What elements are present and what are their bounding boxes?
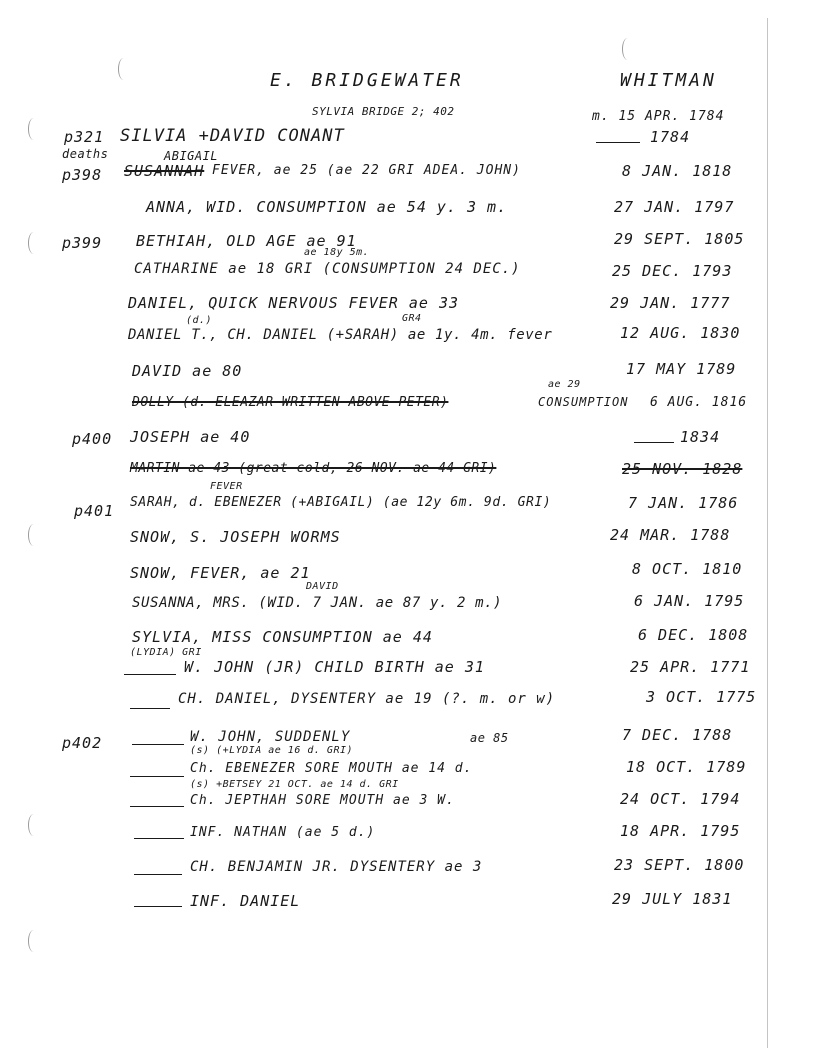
entry-date: 29 SEPT. 1805 bbox=[614, 230, 745, 248]
entry-date: 7 JAN. 1786 bbox=[628, 494, 739, 512]
punch-hole-mark bbox=[28, 524, 39, 546]
entry-text: CONSUMPTION bbox=[538, 395, 629, 409]
dash-line bbox=[134, 838, 184, 839]
entry-date: 1834 bbox=[680, 428, 721, 446]
entry-text: CH. DANIEL, DYSENTERY ae 19 (?. m. or w) bbox=[178, 691, 556, 707]
entry-struck-name: MARTIN ae 43 (great cold, 26 NOV. ae 44 GRI) bbox=[130, 461, 497, 476]
dash-line bbox=[596, 142, 640, 143]
entry-date: 7 DEC. 1788 bbox=[622, 726, 733, 744]
marriage-reference: SYLVIA BRIDGE 2; 402 bbox=[312, 105, 455, 118]
entry-annotation: ae 18y 5m. bbox=[304, 247, 370, 258]
entry-text: ANNA, WID. CONSUMPTION ae 54 y. 3 m. bbox=[146, 198, 508, 216]
entry-annotation: (s) +BETSEY 21 OCT. ae 14 d. GRI bbox=[190, 779, 399, 790]
dash-line bbox=[130, 776, 184, 777]
punch-hole-mark bbox=[28, 232, 39, 254]
entry-text: Ch. JEPTHAH SORE MOUTH ae 3 W. bbox=[190, 793, 455, 808]
entry-annotation: (d.) bbox=[186, 315, 213, 326]
punch-hole-mark bbox=[28, 814, 39, 836]
page-edge-line bbox=[767, 18, 768, 1048]
entry-text: FEVER, ae 25 (ae 22 GRI ADEA. JOHN) bbox=[212, 163, 521, 178]
punch-hole-mark bbox=[28, 118, 39, 140]
entry-date-struck: 25 NOV. 1828 bbox=[622, 460, 743, 478]
entry-text: W. JOHN (JR) CHILD BIRTH ae 31 bbox=[184, 658, 485, 676]
entry-date: 6 JAN. 1795 bbox=[634, 592, 745, 610]
page-ref: p399 bbox=[62, 234, 103, 252]
entry-text: W. JOHN, SUDDENLY bbox=[190, 729, 351, 745]
dash-line bbox=[130, 708, 170, 709]
entry-date: 8 JAN. 1818 bbox=[622, 162, 733, 180]
entry-struck-name: SUSANNAH bbox=[124, 162, 205, 180]
entry-struck-name: DOLLY (d. ELEAZAR WRITTEN ABOVE PETER) bbox=[132, 395, 449, 410]
entry-date: 29 JAN. 1777 bbox=[610, 294, 731, 312]
entry-text: SYLVIA, MISS CONSUMPTION ae 44 bbox=[132, 628, 433, 646]
marriage-date: m. 15 APR. 1784 bbox=[592, 109, 725, 124]
entry-date: 25 DEC. 1793 bbox=[612, 262, 733, 280]
entry-date: 17 MAY 1789 bbox=[626, 360, 737, 378]
dash-line bbox=[134, 906, 182, 907]
entry-annotation: (LYDIA) GRI bbox=[130, 647, 202, 658]
punch-hole-mark bbox=[28, 930, 39, 952]
couple-name: SILVIA +DAVID CONANT bbox=[120, 126, 345, 146]
entry-text: JOSEPH ae 40 bbox=[130, 428, 251, 446]
entry-annotation: ae 85 bbox=[470, 731, 509, 745]
punch-hole-mark bbox=[622, 38, 633, 60]
entry-text: INF. DANIEL bbox=[190, 892, 301, 910]
dash-line bbox=[132, 744, 184, 745]
entry-date: 6 AUG. 1816 bbox=[650, 395, 748, 410]
entry-date: 23 SEPT. 1800 bbox=[614, 856, 745, 874]
page-ref: p402 bbox=[62, 734, 103, 752]
punch-hole-mark bbox=[118, 58, 129, 80]
entry-text: SNOW, FEVER, ae 21 bbox=[130, 564, 311, 582]
entry-annotation: GR4 bbox=[402, 313, 422, 324]
entry-text: SARAH, d. EBENEZER (+ABIGAIL) (ae 12y 6m. 9d. GRI) bbox=[130, 495, 552, 510]
dash-line bbox=[124, 674, 176, 675]
entry-date: 24 OCT. 1794 bbox=[620, 790, 741, 808]
entry-text: BETHIAH, OLD AGE ae 91 bbox=[136, 232, 357, 250]
entry-date: 25 APR. 1771 bbox=[630, 658, 751, 676]
entry-annotation: FEVER bbox=[210, 481, 243, 492]
surname-title: WHITMAN bbox=[620, 70, 717, 91]
entry-text: SUSANNA, MRS. (WID. 7 JAN. ae 87 y. 2 m.) bbox=[132, 595, 503, 611]
entry-date: 18 OCT. 1789 bbox=[626, 758, 747, 776]
deaths-label: deaths bbox=[62, 147, 109, 161]
entry-text: INF. NATHAN (ae 5 d.) bbox=[190, 825, 376, 840]
entry-text: SNOW, S. JOSEPH WORMS bbox=[130, 528, 341, 546]
dash-line bbox=[130, 806, 184, 807]
entry-correction: ABIGAIL bbox=[164, 149, 219, 163]
entry-text: DAVID ae 80 bbox=[132, 362, 243, 380]
town-title: E. BRIDGEWATER bbox=[270, 70, 464, 91]
page-ref: p321 bbox=[64, 128, 105, 146]
entry-text: DANIEL, QUICK NERVOUS FEVER ae 33 bbox=[128, 294, 460, 312]
page-ref: p400 bbox=[72, 430, 113, 448]
entry-text: CH. BENJAMIN JR. DYSENTERY ae 3 bbox=[190, 859, 483, 875]
entry-date: 3 OCT. 1775 bbox=[646, 688, 757, 706]
entry-date: 27 JAN. 1797 bbox=[614, 198, 735, 216]
entry-date: 8 OCT. 1810 bbox=[632, 560, 743, 578]
page-ref: p401 bbox=[74, 502, 115, 520]
dash-line bbox=[134, 874, 182, 875]
entry-date: 24 MAR. 1788 bbox=[610, 526, 731, 544]
page-ref: p398 bbox=[62, 166, 103, 184]
entry-annotation: DAVID bbox=[306, 581, 339, 592]
couple-date: 1784 bbox=[650, 128, 691, 146]
entry-date: 12 AUG. 1830 bbox=[620, 324, 741, 342]
entry-text: CATHARINE ae 18 GRI (CONSUMPTION 24 DEC.) bbox=[134, 261, 521, 277]
entry-date: 18 APR. 1795 bbox=[620, 822, 741, 840]
entry-annotation: (s) (+LYDIA ae 16 d. GRI) bbox=[190, 745, 354, 756]
entry-date: 29 JULY 1831 bbox=[612, 890, 733, 908]
entry-date: 6 DEC. 1808 bbox=[638, 626, 749, 644]
entry-annotation: ae 29 bbox=[548, 379, 581, 390]
entry-text: Ch. EBENEZER SORE MOUTH ae 14 d. bbox=[190, 761, 473, 776]
dash-line bbox=[634, 442, 674, 443]
entry-text: DANIEL T., CH. DANIEL (+SARAH) ae 1y. 4m. fever bbox=[128, 327, 553, 343]
